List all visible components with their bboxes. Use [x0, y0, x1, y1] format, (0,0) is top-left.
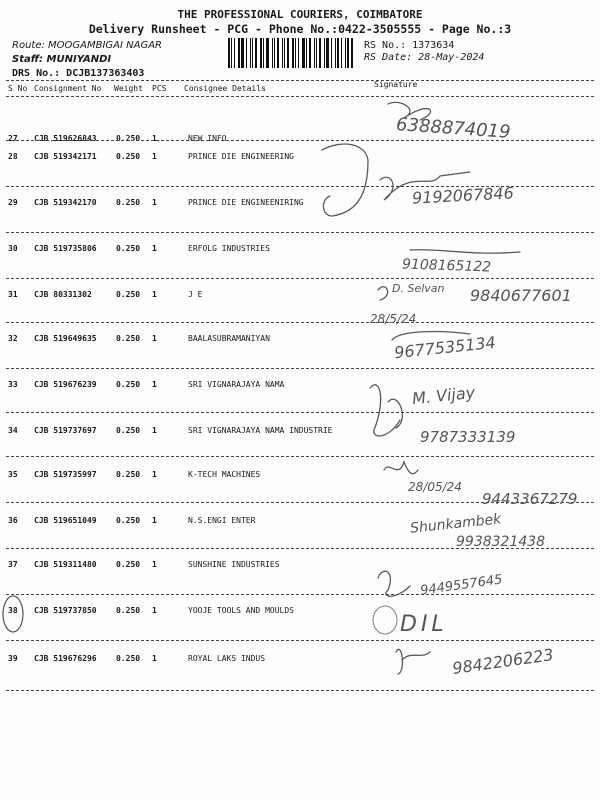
signature-row-29: 9192067846 — [411, 183, 515, 208]
row-weight: 0.250 — [116, 334, 141, 343]
row-consignee: SRI VIGNARAJAYA NAMA INDUSTRIE — [188, 426, 333, 435]
barcode-bar — [292, 38, 294, 68]
signature-row-31: 9840677601 — [470, 286, 572, 305]
barcode-bar — [335, 38, 336, 68]
row-consignment: CJB 519676239 — [34, 380, 97, 389]
row-pcs: 1 — [152, 606, 157, 615]
row-consignment: CJB 519735997 — [34, 470, 97, 479]
row-sno: 34 — [8, 426, 18, 435]
barcode-bar — [331, 38, 332, 68]
signature-row-36: 9938321438 — [456, 534, 546, 550]
row-consignment: CJB 80331302 — [34, 290, 92, 299]
row-pcs: 1 — [152, 198, 157, 207]
barcode-bar — [341, 38, 342, 68]
barcode-bar — [284, 38, 285, 68]
col-weight: Weight — [114, 84, 143, 93]
barcode-bar — [302, 38, 305, 68]
divider — [6, 322, 594, 323]
row-consignment: CJB 519342170 — [34, 198, 97, 207]
barcode-bar — [324, 38, 325, 68]
row-weight: 0.250 — [116, 380, 141, 389]
divider — [6, 690, 594, 691]
barcode-bar — [241, 38, 244, 68]
row-consignment: CJB 519676296 — [34, 654, 97, 663]
barcode-bar — [337, 38, 339, 68]
signature-row-35: 9443367279 — [482, 490, 578, 508]
barcode-bar — [287, 38, 289, 68]
row-weight: 0.250 — [116, 470, 141, 479]
row-consignment: CJB 519649635 — [34, 334, 97, 343]
row-weight: 0.250 — [116, 134, 141, 143]
barcode-bar — [250, 38, 251, 68]
drs-number: DRS No.: DCJB137363403 — [12, 68, 145, 79]
col-signature: Signature — [374, 80, 418, 89]
signature-name-33: M. Vijay — [411, 382, 476, 409]
row-sno: 39 — [8, 654, 18, 663]
row-pcs: 1 — [152, 244, 157, 253]
barcode-bar — [306, 38, 307, 68]
row-sno: 36 — [8, 516, 18, 525]
row-consignment: CJB 519311480 — [34, 560, 97, 569]
signature-row-27: 6388874019 — [395, 114, 512, 143]
staff-label: Staff: MUNIYANDI — [12, 54, 112, 65]
row-weight: 0.250 — [116, 516, 141, 525]
rs-number: RS No.: 1373634 — [364, 40, 455, 51]
company-title: THE PROFESSIONAL COURIERS, COIMBATORE — [177, 8, 423, 21]
row-sno: 28 — [8, 152, 18, 161]
col-sno: S No — [8, 84, 28, 93]
route-label: Route: MOOGAMBIGAI NAGAR — [12, 40, 162, 51]
row-consignee: ROYAL LAKS INDUS — [188, 654, 266, 663]
divider — [6, 232, 594, 233]
barcode-bar — [319, 38, 321, 68]
barcode-bar — [326, 38, 329, 68]
table-row — [0, 552, 600, 598]
signature-date-31: 28/5/24 — [370, 312, 417, 326]
row-consignee: YOOJE TOOLS AND MOULDS — [188, 606, 294, 615]
row-pcs: 1 — [152, 290, 157, 299]
signature-row-32: 9677535134 — [393, 332, 497, 363]
barcode-bar — [347, 38, 349, 68]
barcode — [228, 38, 356, 68]
table-row — [0, 326, 600, 372]
row-consignment: CJB 519737697 — [34, 426, 97, 435]
col-consignee: Consignee Details — [184, 84, 266, 93]
row-sno: 31 — [8, 290, 18, 299]
row-sno: 33 — [8, 380, 18, 389]
barcode-bar — [260, 38, 262, 68]
barcode-bar — [255, 38, 257, 68]
barcode-bar — [238, 38, 240, 68]
barcode-bar — [228, 38, 230, 68]
row-pcs: 1 — [152, 560, 157, 569]
barcode-bar — [252, 38, 253, 68]
row-consignee: J E — [188, 290, 203, 299]
divider — [6, 96, 594, 97]
barcode-bar — [282, 38, 283, 68]
row-pcs: 1 — [152, 152, 157, 161]
row-weight: 0.250 — [116, 426, 141, 435]
row-sno: 30 — [8, 244, 18, 253]
row-weight: 0.250 — [116, 290, 141, 299]
barcode-bar — [246, 38, 247, 68]
col-pcs: PCS — [152, 84, 167, 93]
row-pcs: 1 — [152, 134, 157, 143]
row-consignee: N.S.ENGI ENTER — [188, 516, 256, 525]
barcode-bar — [263, 38, 264, 68]
signature-row-34: 9787333139 — [420, 428, 516, 446]
signature-name-36: Shunkambek — [409, 511, 503, 537]
barcode-bar — [266, 38, 269, 68]
row-weight: 0.250 — [116, 560, 141, 569]
row-weight: 0.250 — [116, 244, 141, 253]
signature-row-39: 9842206223 — [451, 645, 555, 678]
row-pcs: 1 — [152, 380, 157, 389]
table-row — [0, 598, 600, 644]
row-sno: 35 — [8, 470, 18, 479]
barcode-bar — [295, 38, 296, 68]
divider — [6, 640, 594, 641]
row-consignment: CJB 519737850 — [34, 606, 97, 615]
barcode-bar — [309, 38, 311, 68]
row-weight: 0.250 — [116, 198, 141, 207]
row-sno: 29 — [8, 198, 18, 207]
row-weight: 0.250 — [116, 606, 141, 615]
col-consignment: Consignment No — [34, 84, 102, 93]
signature-name-31: D. Selvan — [392, 282, 445, 295]
barcode-bar — [272, 38, 273, 68]
row-consignee: SRI VIGNARAJAYA NAMA — [188, 380, 285, 389]
divider — [6, 412, 594, 413]
row-consignee: PRINCE DIE ENGINEENIRING — [188, 198, 304, 207]
barcode-bar — [298, 38, 299, 68]
row-sno: 37 — [8, 560, 18, 569]
row-consignee: BAALASUBRAMANIYAN — [188, 334, 270, 343]
row-consignment: CJB 519735806 — [34, 244, 97, 253]
row-pcs: 1 — [152, 654, 157, 663]
barcode-bar — [345, 38, 346, 68]
row-consignee: SUNSHINE INDUSTRIES — [188, 560, 280, 569]
barcode-bar — [274, 38, 275, 68]
row-weight: 0.250 — [116, 152, 141, 161]
row-consignee: PRINCE DIE ENGINEERING — [188, 152, 294, 161]
divider — [6, 456, 594, 457]
row-sno: 27 — [8, 134, 18, 143]
divider — [6, 594, 594, 595]
table-row — [0, 236, 600, 282]
row-sno: 38 — [8, 606, 18, 615]
row-pcs: 1 — [152, 426, 157, 435]
signature-row-30: 9108165122 — [401, 256, 492, 276]
barcode-bar — [351, 38, 353, 68]
barcode-bar — [314, 38, 315, 68]
row-sno: 32 — [8, 334, 18, 343]
row-pcs: 1 — [152, 470, 157, 479]
signature-date-35: 28/05/24 — [408, 480, 462, 494]
row-consignee: K-TECH MACHINES — [188, 470, 261, 479]
row-weight: 0.250 — [116, 654, 141, 663]
row-pcs: 1 — [152, 516, 157, 525]
runsheet-title: Delivery Runsheet - PCG - Phone No.:0422-3505555 - Page No.:3 — [88, 22, 512, 36]
divider — [6, 278, 594, 279]
row-consignee: NEW INFO — [188, 134, 227, 143]
barcode-bar — [234, 38, 235, 68]
signature-row-38: DIL — [400, 612, 448, 637]
row-consignee: ERFOLG INDUSTRIES — [188, 244, 270, 253]
barcode-bar — [231, 38, 232, 68]
divider — [6, 368, 594, 369]
row-consignment: CJB 519342171 — [34, 152, 97, 161]
row-consignment: CJB 519626843 — [34, 134, 97, 143]
row-consignment: CJB 519651049 — [34, 516, 97, 525]
barcode-bar — [277, 38, 279, 68]
row-pcs: 1 — [152, 334, 157, 343]
signature-row-37: 9449557645 — [419, 572, 504, 599]
rs-date: RS Date: 28-May-2024 — [364, 52, 485, 63]
divider — [6, 80, 594, 81]
barcode-bar — [316, 38, 317, 68]
